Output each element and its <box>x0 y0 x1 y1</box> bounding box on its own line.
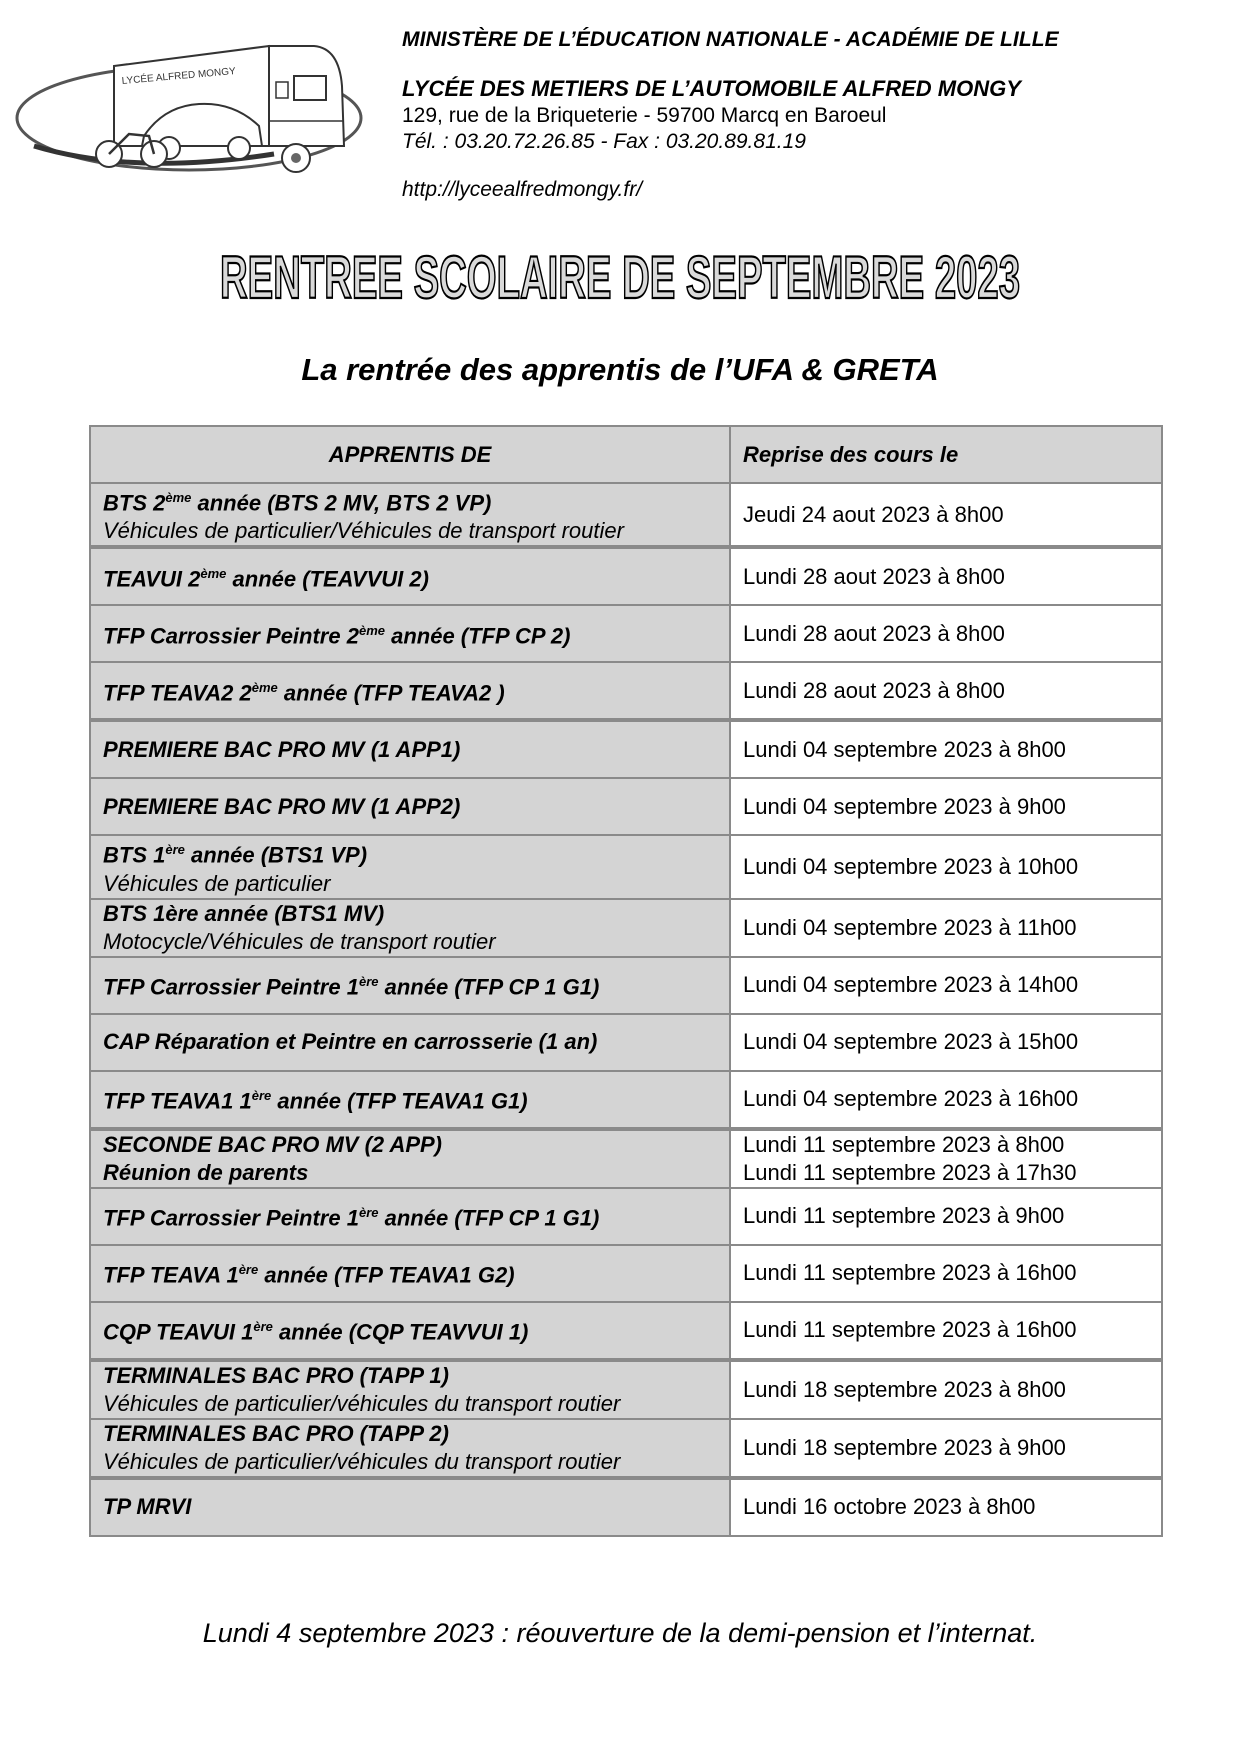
date-cell <box>730 662 1162 720</box>
class-cell <box>90 1245 730 1302</box>
resume-date: Lundi 04 septembre 2023 à 9h00 <box>743 793 1066 819</box>
resume-date: Lundi 04 septembre 2023 à 16h00 <box>743 1086 1079 1112</box>
class-name: TFP Carrossier Peintre 1ère année (TFP CP 1 G1) <box>103 974 600 1000</box>
table-row <box>90 957 1162 1014</box>
class-cell <box>90 1419 730 1478</box>
class-cell <box>90 835 730 898</box>
page-title <box>0 236 1240 316</box>
resume-date: Jeudi 24 aout 2023 à 8h00 <box>743 501 1004 527</box>
class-name: BTS 1ère année (BTS1 MV) <box>103 900 385 926</box>
resume-date: Lundi 16 octobre 2023 à 8h00 <box>743 1494 1036 1520</box>
school-name: LYCÉE DES METIERS DE L’AUTOMOBILE ALFRED MONGY <box>402 76 1021 101</box>
class-name: CQP TEAVUI 1ère année (CQP TEAVVUI 1) <box>103 1319 529 1345</box>
date-cell <box>730 835 1162 898</box>
table-row <box>90 1188 1162 1245</box>
class-subtitle: Motocycle/Véhicules de transport routier <box>103 928 496 954</box>
date-cell <box>730 1360 1162 1419</box>
table-row <box>90 778 1162 835</box>
resume-date: Lundi 28 aout 2023 à 8h00 <box>743 677 1005 703</box>
class-cell <box>90 1014 730 1071</box>
table-row <box>90 835 1162 898</box>
class-subtitle: Véhicules de particulier/véhicules du transport routier <box>103 1390 621 1416</box>
class-subtitle: Véhicules de particulier <box>103 870 331 896</box>
table-row <box>90 720 1162 778</box>
table-header-row <box>90 426 1162 483</box>
resume-date: Lundi 04 septembre 2023 à 10h00 <box>743 853 1079 879</box>
subtitle: La rentrée des apprentis de l’UFA & GRETA <box>301 352 939 387</box>
class-name: PREMIERE BAC PRO MV (1 APP2) <box>103 793 461 819</box>
resume-date: Lundi 04 septembre 2023 à 11h00 <box>743 914 1077 940</box>
resume-date: Lundi 28 aout 2023 à 8h00 <box>743 620 1005 646</box>
resume-date: Lundi 04 septembre 2023 à 15h00 <box>743 1029 1079 1055</box>
class-cell <box>90 605 730 662</box>
date-cell <box>730 547 1162 605</box>
class-cell <box>90 1129 730 1188</box>
class-subtitle: Véhicules de particulier/Véhicules de transport routier <box>103 518 624 544</box>
class-cell <box>90 957 730 1014</box>
date-cell <box>730 899 1162 957</box>
table-row <box>90 899 1162 957</box>
class-cell <box>90 1360 730 1419</box>
school-website-link[interactable]: http://lyceealfredmongy.fr/ <box>402 178 643 201</box>
table-row <box>90 1360 1162 1419</box>
page-title-text: RENTREE SCOLAIRE DE SEPTEMBRE 2023 <box>220 244 1020 311</box>
class-cell <box>90 483 730 547</box>
class-name: BTS 2ème année (BTS 2 MV, BTS 2 VP) <box>103 490 492 516</box>
class-name: TP MRVI <box>103 1494 192 1520</box>
resume-date: Lundi 11 septembre 2023 à 17h30 <box>743 1159 1077 1185</box>
date-cell <box>730 1188 1162 1245</box>
table-row <box>90 1478 1162 1536</box>
table-row <box>90 1129 1162 1188</box>
table-row <box>90 1419 1162 1478</box>
school-logo <box>14 26 376 178</box>
date-cell <box>730 1419 1162 1478</box>
resume-date: Lundi 28 aout 2023 à 8h00 <box>743 563 1005 589</box>
class-name: TFP TEAVA1 1ère année (TFP TEAVA1 G1) <box>103 1088 528 1114</box>
resume-date: Lundi 18 septembre 2023 à 9h00 <box>743 1434 1066 1460</box>
table-row <box>90 1014 1162 1071</box>
table-row <box>90 547 1162 605</box>
date-cell <box>730 483 1162 547</box>
school-address: 129, rue de la Briqueterie - 59700 Marcq en Baroeul <box>402 104 887 127</box>
class-cell <box>90 778 730 835</box>
date-cell <box>730 1302 1162 1360</box>
class-name: TFP TEAVA2 2ème année (TFP TEAVA2 ) <box>103 680 505 706</box>
class-note: Réunion de parents <box>103 1159 309 1185</box>
table-row <box>90 605 1162 662</box>
school-phone-fax: Tél. : 03.20.72.26.85 - Fax : 03.20.89.81.19 <box>402 130 806 153</box>
resume-date: Lundi 11 septembre 2023 à 9h00 <box>743 1203 1065 1229</box>
resume-date: Lundi 11 septembre 2023 à 16h00 <box>743 1317 1077 1343</box>
date-cell <box>730 1071 1162 1129</box>
date-cell <box>730 1129 1162 1188</box>
class-cell <box>90 720 730 778</box>
table-row <box>90 483 1162 547</box>
column-header-reprise: Reprise des cours le <box>730 426 1162 483</box>
date-cell <box>730 1245 1162 1302</box>
class-cell <box>90 662 730 720</box>
schedule-table <box>89 425 1163 1537</box>
class-name: CAP Réparation et Peintre en carrosserie (1 an) <box>103 1029 598 1055</box>
class-name: TERMINALES BAC PRO (TAPP 1) <box>103 1362 449 1388</box>
class-cell <box>90 1071 730 1129</box>
letterhead <box>402 28 1222 204</box>
table-row <box>90 1245 1162 1302</box>
resume-date: Lundi 11 septembre 2023 à 16h00 <box>743 1260 1077 1286</box>
class-cell <box>90 1188 730 1245</box>
table-row <box>90 1071 1162 1129</box>
resume-date: Lundi 04 septembre 2023 à 14h00 <box>743 972 1079 998</box>
class-name: TERMINALES BAC PRO (TAPP 2) <box>103 1420 449 1446</box>
resume-date: Lundi 18 septembre 2023 à 8h00 <box>743 1376 1066 1402</box>
class-cell <box>90 1478 730 1536</box>
class-name: BTS 1ère année (BTS1 VP) <box>103 842 368 868</box>
date-cell <box>730 1478 1162 1536</box>
class-cell <box>90 1302 730 1360</box>
resume-date: Lundi 04 septembre 2023 à 8h00 <box>743 736 1066 762</box>
class-name: SECONDE BAC PRO MV (2 APP) <box>103 1131 443 1157</box>
class-name: TFP Carrossier Peintre 2ème année (TFP CP 2) <box>103 623 571 649</box>
table-row <box>90 662 1162 720</box>
date-cell <box>730 1014 1162 1071</box>
ministry-line: MINISTÈRE DE L’ÉDUCATION NATIONALE - ACADÉMIE DE LILLE <box>402 28 1059 51</box>
class-cell <box>90 547 730 605</box>
class-cell <box>90 899 730 957</box>
class-name: TFP TEAVA 1ère année (TFP TEAVA1 G2) <box>103 1262 515 1288</box>
class-name: PREMIERE BAC PRO MV (1 APP1) <box>103 736 461 762</box>
class-name: TFP Carrossier Peintre 1ère année (TFP CP 1 G1) <box>103 1205 600 1231</box>
date-cell <box>730 720 1162 778</box>
column-header-apprentis: APPRENTIS DE <box>90 426 730 483</box>
class-subtitle: Véhicules de particulier/véhicules du transport routier <box>103 1448 621 1474</box>
table-row <box>90 1302 1162 1360</box>
class-name: TEAVUI 2ème année (TEAVVUI 2) <box>103 566 429 592</box>
date-cell <box>730 605 1162 662</box>
resume-date: Lundi 11 septembre 2023 à 8h00 <box>743 1131 1065 1157</box>
logo-text: LYCÉE ALFRED MONGY <box>121 66 237 87</box>
footer-note: Lundi 4 septembre 2023 : réouverture de la demi-pension et l’internat. <box>202 1618 1038 1648</box>
date-cell <box>730 778 1162 835</box>
date-cell <box>730 957 1162 1014</box>
